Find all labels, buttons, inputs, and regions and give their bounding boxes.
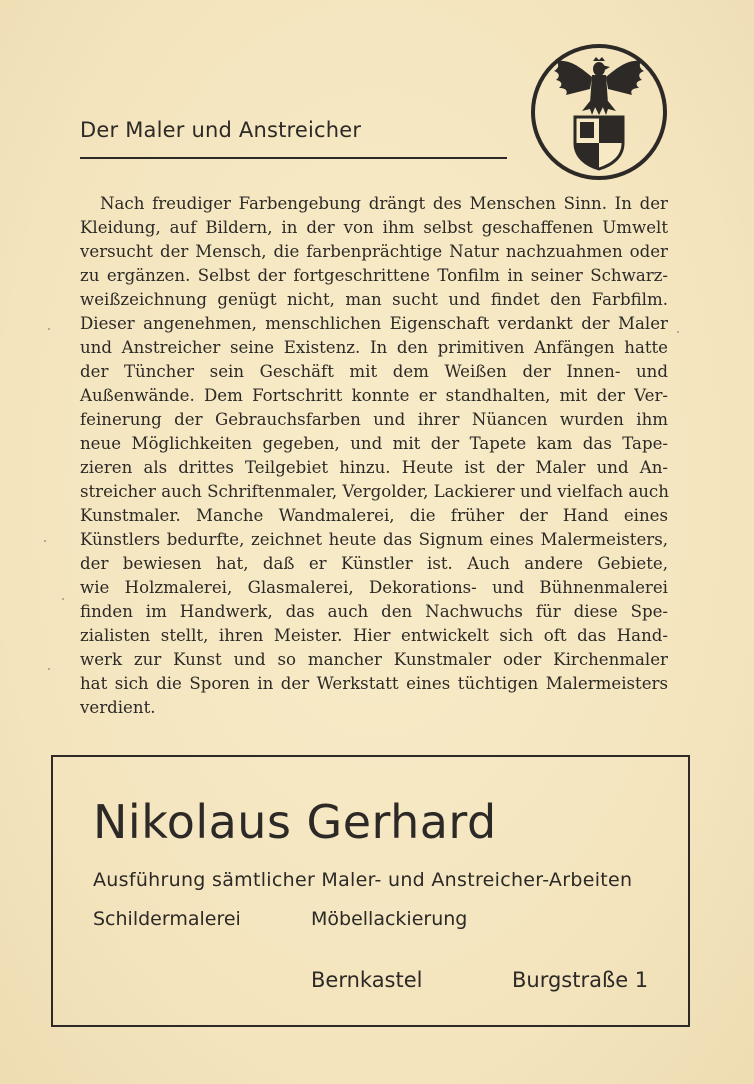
advert-street: Burgstraße 1 [512,968,649,992]
text-line: und Anstreicher seine Existenz. In den primitiven Anfängen hatte [80,338,668,357]
paper-speck [62,598,64,600]
text-line: Kunstmaler. Manche Wandmalerei, die früher der Hand eines [80,506,668,525]
text-line: der Tüncher sein Geschäft mit dem Weißen der Innen- und [80,362,668,381]
page-title: Der Maler und Anstreicher [80,118,362,142]
text-line: finden im Handwerk, das auch den Nachwuchs für diese Spe- [80,602,668,621]
text-line: feinerung der Gebrauchsfarben und ihrer Nüancen wurden ihm [80,410,668,429]
eagle-shield-emblem-icon [530,43,668,181]
text-line: der bewiesen hat, daß er Künstler ist. Auch andere Gebiete, [80,554,668,573]
text-line: Außenwände. Dem Fortschritt konnte er standhalten, mit der Ver- [80,386,668,405]
advert-city: Bernkastel [311,968,423,992]
paper-speck [48,328,50,330]
text-line: Dieser angenehmen, menschlichen Eigenschaft verdankt der Maler [80,314,668,333]
text-line: verdient. [80,698,156,717]
text-line: Kleidung, auf Bildern, in der von ihm selbst geschaffenen Umwelt [80,218,668,237]
advert-description: Ausführung sämtlicher Maler- und Anstreicher-Arbeiten [93,869,633,891]
article-body [80,192,668,720]
text-line: hat sich die Sporen in der Werkstatt eines tüchtigen Malermeisters [80,674,668,693]
advertisement-box [51,755,690,1027]
text-line: Nach freudiger Farbengebung drängt des Menschen Sinn. In der [100,194,668,213]
text-line: zieren als drittes Teilgebiet hinzu. Heute ist der Maler und An- [80,458,668,477]
title-underline [80,157,507,159]
advert-service: Schildermalerei [93,908,241,930]
text-line: weißzeichnung genügt nicht, man sucht und findet den Farbfilm. [80,290,668,309]
advert-service: Möbellackierung [311,908,468,930]
text-line: wie Holzmalerei, Glasmalerei, Dekorations- und Bühnenmalerei [80,578,668,597]
advert-company-name: Nikolaus Gerhard [93,795,497,849]
text-line: versucht der Mensch, die farbenprächtige Natur nachzuahmen oder [80,242,668,261]
paper-speck [677,331,679,333]
text-line: zialisten stellt, ihren Meister. Hier entwickelt sich oft das Hand- [80,626,668,645]
text-line: Künstlers bedurfte, zeichnet heute das Signum eines Malermeisters, [80,530,668,549]
text-line: werk zur Kunst und so mancher Kunstmaler oder Kirchenmaler [80,650,668,669]
paper-speck [48,668,50,670]
text-line: streicher auch Schriftenmaler, Vergolder, Lackierer und vielfach auch [80,482,669,501]
text-line: zu ergänzen. Selbst der fortgeschrittene Tonfilm in seiner Schwarz- [80,266,668,285]
paper-speck [44,540,46,542]
text-line: neue Möglichkeiten gegeben, und mit der Tapete kam das Tape- [80,434,668,453]
